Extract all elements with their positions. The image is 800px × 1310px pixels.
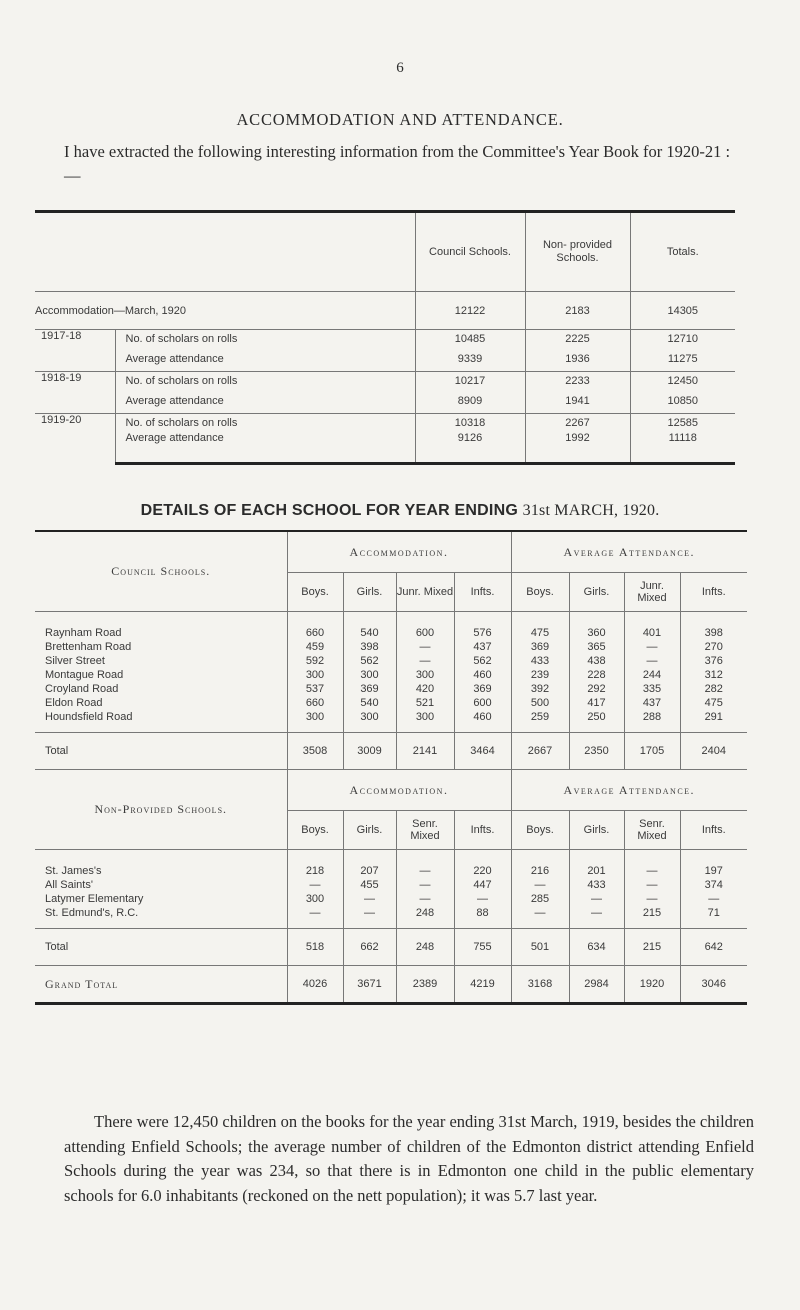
table-row [35,654,747,668]
value-cell: 369 [454,682,511,696]
value-cell: 662 [343,929,396,966]
value-cell: — [680,892,747,906]
value-cell: 1920 [624,966,680,1004]
value-cell: — [511,878,569,892]
school-name: Total [35,733,287,770]
page-number: 6 [396,60,404,76]
value-cell: 475 [680,696,747,710]
col-header: Girls. [343,573,396,612]
value-cell: 455 [343,878,396,892]
value-cell: 660 [287,626,343,640]
col-header: Infts. [680,573,747,612]
value-cell: 312 [680,668,747,682]
value-cell: 433 [511,654,569,668]
value-cell: 244 [624,668,680,682]
cell-total: 11275 [630,348,735,372]
details-heading [0,502,800,520]
table-row [35,878,747,892]
value-cell: — [569,892,624,906]
value-cell: 392 [511,682,569,696]
value-cell: 401 [624,626,680,640]
value-cell: 433 [569,878,624,892]
value-cell: 3671 [343,966,396,1004]
value-cell: 3046 [680,966,747,1004]
cell-nonprovided: 2267 [525,414,630,432]
section-heading: ACCOMMODATION AND ATTENDANCE. [236,110,564,129]
table-row [35,892,747,906]
value-cell: 250 [569,710,624,724]
value-cell: 518 [287,929,343,966]
cell-council: 10217 [415,372,525,390]
value-cell: 660 [287,696,343,710]
table-row [35,906,747,920]
col-header: Boys. [511,811,569,850]
value-cell: 201 [569,864,624,878]
value-cell: 398 [343,640,396,654]
value-cell: 220 [454,864,511,878]
value-cell: 3508 [287,733,343,770]
attendance-group-header: Average Attendance. [511,532,747,573]
value-cell: 360 [569,626,624,640]
value-cell: 398 [680,626,747,640]
table-row [35,640,747,654]
value-cell: 369 [343,682,396,696]
school-name: All Saints' [45,879,93,891]
value-cell: 460 [454,668,511,682]
cell-total: 12710 [630,330,735,348]
accommodation-total: 14305 [630,292,735,330]
value-cell: 248 [396,906,454,920]
value-cell: 562 [343,654,396,668]
school-name: Grand Total [35,966,287,1004]
col-header: Junr. Mixed [624,573,680,612]
value-cell: 4026 [287,966,343,1004]
value-cell: 521 [396,696,454,710]
value-cell: — [624,864,680,878]
accommodation-label: Accommodation—March, 1920 [35,292,415,330]
value-cell: 248 [396,929,454,966]
value-cell: 218 [287,864,343,878]
value-cell: — [624,640,680,654]
cell-council: 9339 [415,348,525,372]
col-header-nonprovided: Non- provided Schools. [525,213,630,292]
value-cell: — [396,640,454,654]
value-cell: 71 [680,906,747,920]
value-cell: 215 [624,929,680,966]
col-header: Junr. Mixed [396,573,454,612]
school-name: Brettenham Road [45,641,132,653]
value-cell: 300 [343,668,396,682]
school-name: Houndsfield Road [45,711,133,723]
value-cell: 447 [454,878,511,892]
value-cell: — [624,878,680,892]
cell-total: 10850 [630,390,735,414]
attendance-group-header: Average Attendance. [511,770,747,811]
school-name: Raynham Road [45,627,122,639]
value-cell: 239 [511,668,569,682]
value-cell: 475 [511,626,569,640]
cell-nonprovided: 1992 [525,432,630,464]
col-header: Infts. [454,573,511,612]
value-cell: 1705 [624,733,680,770]
value-cell: 417 [569,696,624,710]
school-name: St. Edmund's, R.C. [45,907,139,919]
cell-nonprovided: 1936 [525,348,630,372]
value-cell: 2984 [569,966,624,1004]
value-cell: 3009 [343,733,396,770]
school-name: St. James's [45,865,102,877]
value-cell: 374 [680,878,747,892]
value-cell: 300 [287,710,343,724]
value-cell: 501 [511,929,569,966]
value-cell: 376 [680,654,747,668]
value-cell: 270 [680,640,747,654]
value-cell: 335 [624,682,680,696]
details-heading-text: DETAILS OF EACH SCHOOL FOR YEAR ENDING [140,502,518,519]
value-cell: 2389 [396,966,454,1004]
value-cell: 88 [454,906,511,920]
col-header: Senr. Mixed [624,811,680,850]
col-header-totals: Totals. [630,213,735,292]
intro-paragraph: I have extracted the following interesting information from the Committee's Year Book for 1920-21 :— [64,142,731,185]
value-cell: — [287,878,343,892]
value-cell: 576 [454,626,511,640]
value-cell: 288 [624,710,680,724]
value-cell: 3464 [454,733,511,770]
details-heading-date: 31st MARCH, 1920. [522,502,660,519]
accommodation-group-header: Accommodation. [287,770,511,811]
value-cell: 2141 [396,733,454,770]
value-cell: 437 [624,696,680,710]
value-cell: 365 [569,640,624,654]
value-cell: 592 [287,654,343,668]
col-header: Boys. [511,573,569,612]
row-label: No. of scholars on rolls [115,330,415,348]
value-cell: 755 [454,929,511,966]
school-name: Montague Road [45,669,124,681]
value-cell: — [287,906,343,920]
value-cell: 3168 [511,966,569,1004]
value-cell: — [511,906,569,920]
value-cell: 300 [396,710,454,724]
value-cell: 282 [680,682,747,696]
col-header: Senr. Mixed [396,811,454,850]
table-row [35,682,747,696]
grand-total-row [35,966,747,1004]
value-cell: 540 [343,696,396,710]
row-label: Average attendance [115,432,415,464]
value-cell: 4219 [454,966,511,1004]
cell-nonprovided: 1941 [525,390,630,414]
value-cell: 292 [569,682,624,696]
value-cell: 600 [454,696,511,710]
year-label: 1919-20 [35,414,115,464]
school-name: Total [35,929,287,966]
col-header: Girls. [569,573,624,612]
row-label: No. of scholars on rolls [115,414,415,432]
council-schools-heading: Council Schools. [111,564,211,578]
col-header-council: Council Schools. [415,213,525,292]
council-rows [35,626,747,724]
cell-nonprovided: 2233 [525,372,630,390]
table-row [35,710,747,724]
value-cell: — [343,906,396,920]
col-header: Girls. [343,811,396,850]
value-cell: — [396,864,454,878]
value-cell: 634 [569,929,624,966]
value-cell: 300 [343,710,396,724]
value-cell: 420 [396,682,454,696]
accommodation-nonprovided: 2183 [525,292,630,330]
cell-council: 10318 [415,414,525,432]
cell-council: 8909 [415,390,525,414]
year-label: 1917-18 [35,330,115,372]
row-label: Average attendance [115,390,415,414]
table-row [35,696,747,710]
cell-council: 9126 [415,432,525,464]
row-label: Average attendance [115,348,415,372]
value-cell: 2667 [511,733,569,770]
col-header: Infts. [680,811,747,850]
col-header: Boys. [287,811,343,850]
value-cell: 300 [287,668,343,682]
table-row [35,864,747,878]
row-label: No. of scholars on rolls [115,372,415,390]
value-cell: 2350 [569,733,624,770]
cell-total: 11118 [630,432,735,464]
school-name: Silver Street [45,655,105,667]
school-name: Croyland Road [45,683,119,695]
cell-total: 12585 [630,414,735,432]
value-cell: 369 [511,640,569,654]
nonprovided-rows [35,864,747,920]
value-cell: 207 [343,864,396,878]
year-label: 1918-19 [35,372,115,414]
value-cell: 500 [511,696,569,710]
value-cell: — [396,654,454,668]
value-cell: 459 [287,640,343,654]
value-cell: 438 [569,654,624,668]
school-name: Latymer Elementary [45,893,144,905]
value-cell: 460 [454,710,511,724]
nonprovided-schools-heading: Non-Provided Schools. [35,770,287,850]
value-cell: 259 [511,710,569,724]
summary-table [35,210,735,465]
cell-nonprovided: 2225 [525,330,630,348]
value-cell: 285 [511,892,569,906]
value-cell: 437 [454,640,511,654]
cell-council: 10485 [415,330,525,348]
value-cell: — [343,892,396,906]
value-cell: 2404 [680,733,747,770]
col-header: Infts. [454,811,511,850]
value-cell: — [624,654,680,668]
accommodation-group-header: Accommodation. [287,532,511,573]
value-cell: 642 [680,929,747,966]
value-cell: 537 [287,682,343,696]
council-total-row [35,733,747,770]
value-cell: 562 [454,654,511,668]
value-cell: 215 [624,906,680,920]
col-header: Girls. [569,811,624,850]
closing-paragraph: There were 12,450 children on the books for the year ending 31st March, 1919, besides the children attending Enfield Schools; the average number of children of the Edmonton district attending Enfield Schools during the year was 234, so that there is in Edmonton one child in the public elementary schools for 6.0 inhabitants (reckoned on the nett population); it was 5.7 last year. [64,1112,754,1205]
details-table [35,530,747,1005]
value-cell: 197 [680,864,747,878]
value-cell: 540 [343,626,396,640]
value-cell: 300 [396,668,454,682]
school-name: Eldon Road [45,697,103,709]
value-cell: 600 [396,626,454,640]
accommodation-council: 12122 [415,292,525,330]
table-row [35,626,747,640]
value-cell: 216 [511,864,569,878]
value-cell: — [454,892,511,906]
cell-total: 12450 [630,372,735,390]
value-cell: — [624,892,680,906]
value-cell: 228 [569,668,624,682]
value-cell: — [569,906,624,920]
value-cell: — [396,878,454,892]
col-header: Boys. [287,573,343,612]
value-cell: 300 [287,892,343,906]
value-cell: 291 [680,710,747,724]
table-row [35,668,747,682]
value-cell: — [396,892,454,906]
nonprovided-total-row [35,929,747,966]
